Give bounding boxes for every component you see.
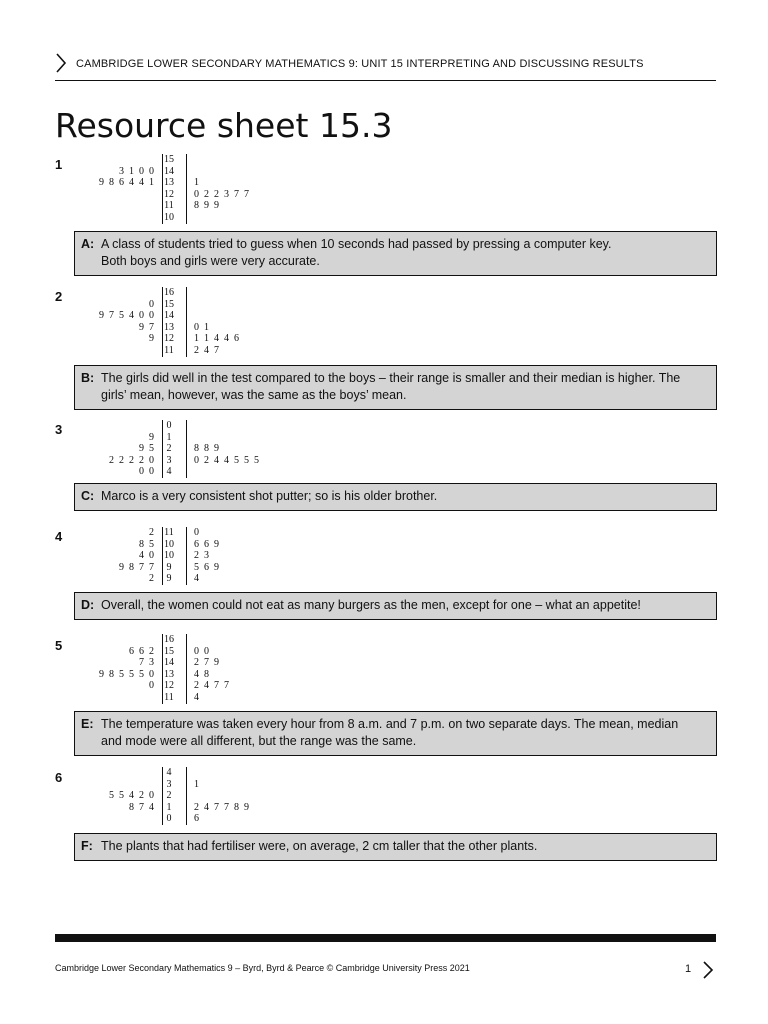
statement-label: C: — [81, 489, 95, 503]
plot-row — [76, 420, 296, 432]
header-divider — [55, 80, 716, 81]
stem-value: 11 — [164, 200, 174, 212]
statement-card — [74, 231, 717, 276]
left-leaves: 9 8 6 4 4 1 — [99, 177, 154, 189]
stem-value: 12 — [164, 333, 174, 345]
stem-value: 13 — [164, 321, 174, 333]
footer-copyright: Cambridge Lower Secondary Mathematics 9 – Byrd, Byrd & Pearce © Cambridge University Press 2021 — [55, 963, 470, 973]
plot-row — [76, 200, 296, 212]
right-leaves: 2 4 7 7 — [194, 680, 229, 692]
right-leaves: 2 7 9 — [194, 657, 219, 669]
back-to-back-stem-leaf-plot — [76, 527, 296, 585]
item-number: 2 — [55, 289, 63, 304]
chevron-right-icon[interactable] — [702, 960, 714, 980]
left-leaves: 2 2 2 2 0 — [109, 454, 154, 466]
left-leaves: 8 7 4 — [129, 801, 154, 813]
plot-row — [76, 177, 296, 189]
statement-label: A: — [81, 237, 95, 251]
stem-value: 16 — [164, 634, 174, 645]
statement-line: Overall, the women could not eat as many burgers as the men, except for one – what an appetite! — [101, 598, 641, 612]
stem-value: 15 — [164, 645, 174, 657]
plot-row — [76, 634, 296, 646]
right-leaves: 4 — [194, 691, 199, 703]
left-leaves: 6 6 2 — [129, 645, 154, 657]
back-to-back-stem-leaf-plot — [76, 767, 296, 825]
plot-row — [76, 767, 296, 779]
running-header: CAMBRIDGE LOWER SECONDARY MATHEMATICS 9: UNIT 15 INTERPRETING AND DISCUSSING RESULTS — [76, 58, 644, 70]
left-leaves: 9 8 7 7 — [119, 561, 154, 573]
stem-value: 0 — [166, 420, 172, 431]
item-number: 4 — [55, 529, 63, 544]
plot-row — [76, 669, 296, 681]
stem-value: 13 — [164, 668, 174, 680]
plot-row — [76, 790, 296, 802]
back-to-back-stem-leaf-plot — [76, 420, 296, 478]
statement-card — [74, 833, 717, 861]
left-leaves: 9 8 5 5 5 0 — [99, 668, 154, 680]
stem-value: 4 — [166, 466, 172, 478]
plot-row — [76, 212, 296, 224]
right-leaves: 6 6 9 — [194, 538, 219, 550]
plot-row — [76, 657, 296, 669]
plot-row — [76, 562, 296, 574]
left-leaves: 0 0 — [139, 466, 154, 478]
stem-value: 11 — [164, 527, 174, 538]
page-number: 1 — [685, 963, 692, 975]
plot-row — [76, 333, 296, 345]
plot-row — [76, 189, 296, 201]
left-leaves: 9 — [149, 333, 154, 345]
plot-row — [76, 322, 296, 334]
left-leaves: 2 — [149, 573, 154, 585]
stem-value: 12 — [164, 188, 174, 200]
right-leaves: 0 1 — [194, 321, 209, 333]
plot-row — [76, 550, 296, 562]
statement-label: B: — [81, 371, 95, 385]
plot-row — [76, 692, 296, 704]
plot-row — [76, 573, 296, 585]
right-leaves: 8 8 9 — [194, 443, 219, 455]
right-leaves: 5 6 9 — [194, 561, 219, 573]
statement-card — [74, 711, 717, 756]
left-leaves: 9 7 5 4 0 0 — [99, 310, 154, 322]
back-to-back-stem-leaf-plot — [76, 634, 296, 704]
stem-value: 12 — [164, 680, 174, 692]
left-leaves: 9 — [149, 431, 154, 443]
page-title: Resource sheet 15.3 — [55, 106, 393, 145]
plot-row — [76, 646, 296, 658]
plot-row — [76, 779, 296, 791]
statement-label: F: — [81, 839, 93, 853]
plot-row — [76, 345, 296, 357]
statement-line: Both boys and girls were very accurate. — [101, 254, 320, 268]
plot-row — [76, 527, 296, 539]
right-leaves: 4 — [194, 573, 199, 585]
left-leaves: 9 7 — [139, 321, 154, 333]
stem-value: 14 — [164, 165, 174, 177]
stem-value: 10 — [164, 538, 174, 550]
right-leaves: 1 — [194, 177, 199, 189]
right-leaves: 0 — [194, 527, 199, 538]
stem-value: 13 — [164, 177, 174, 189]
statement-line: girls’ mean, however, was the same as the boys’ mean. — [101, 388, 407, 402]
plot-row — [76, 802, 296, 814]
plot-row — [76, 166, 296, 178]
stem-value: 10 — [164, 211, 174, 223]
stem-value: 11 — [164, 691, 174, 703]
item-number: 3 — [55, 422, 63, 437]
stem-value: 11 — [164, 344, 174, 356]
left-leaves: 0 — [149, 680, 154, 692]
plot-row — [76, 432, 296, 444]
stem-value: 15 — [164, 298, 174, 310]
statement-line: and mode were all different, but the range was the same. — [101, 734, 417, 748]
stem-value: 0 — [166, 813, 172, 825]
left-leaves: 8 5 — [139, 538, 154, 550]
statement-card — [74, 592, 717, 620]
statement-line: The plants that had fertiliser were, on average, 2 cm taller that the other plants. — [101, 839, 538, 853]
stem-value: 14 — [164, 310, 174, 322]
stem-value: 1 — [166, 431, 172, 443]
item-number: 1 — [55, 157, 63, 172]
left-leaves: 2 — [149, 527, 154, 538]
right-leaves: 0 2 4 4 5 5 5 — [194, 454, 259, 466]
right-leaves: 1 — [194, 778, 199, 790]
left-leaves: 0 — [149, 298, 154, 310]
stem-value: 9 — [166, 573, 172, 585]
right-leaves: 2 3 — [194, 550, 209, 562]
stem-value: 1 — [166, 801, 172, 813]
back-to-back-stem-leaf-plot — [76, 287, 296, 357]
statement-card — [74, 365, 717, 410]
right-leaves: 4 8 — [194, 668, 209, 680]
plot-row — [76, 299, 296, 311]
right-leaves: 2 4 7 7 8 9 — [194, 801, 249, 813]
statement-label: E: — [81, 717, 94, 731]
right-leaves: 2 4 7 — [194, 344, 219, 356]
statement-line: The girls did well in the test compared to the boys – their range is smaller and their median is higher. The — [101, 371, 681, 385]
item-number: 5 — [55, 638, 63, 653]
right-leaves: 6 — [194, 813, 199, 825]
statement-label: D: — [81, 598, 95, 612]
left-leaves: 7 3 — [139, 657, 154, 669]
right-leaves: 1 1 4 4 6 — [194, 333, 239, 345]
item-number: 6 — [55, 770, 63, 785]
stem-value: 10 — [164, 550, 174, 562]
statement-line: The temperature was taken every hour from 8 a.m. and 7 p.m. on two separate days. The mean, median — [101, 717, 679, 731]
plot-row — [76, 466, 296, 478]
right-leaves: 0 2 2 3 7 7 — [194, 188, 249, 200]
stem-value: 4 — [166, 767, 172, 778]
plot-row — [76, 287, 296, 299]
stem-value: 2 — [166, 790, 172, 802]
left-leaves: 3 1 0 0 — [119, 165, 154, 177]
left-leaves: 5 5 4 2 0 — [109, 790, 154, 802]
stem-value: 14 — [164, 657, 174, 669]
plot-row — [76, 455, 296, 467]
statement-card — [74, 483, 717, 511]
stem-value: 16 — [164, 287, 174, 298]
stem-value: 3 — [166, 454, 172, 466]
plot-row — [76, 310, 296, 322]
stem-value: 2 — [166, 443, 172, 455]
plot-row — [76, 813, 296, 825]
left-leaves: 9 5 — [139, 443, 154, 455]
stem-value: 9 — [166, 561, 172, 573]
footer-bar — [55, 934, 716, 942]
stem-value: 3 — [166, 778, 172, 790]
chevron-right-icon — [54, 52, 68, 74]
plot-row — [76, 154, 296, 166]
right-leaves: 0 0 — [194, 645, 209, 657]
statement-line: Marco is a very consistent shot putter; so is his older brother. — [101, 489, 438, 503]
stem-value: 15 — [164, 154, 174, 165]
left-leaves: 4 0 — [139, 550, 154, 562]
plot-row — [76, 680, 296, 692]
right-leaves: 8 9 9 — [194, 200, 219, 212]
back-to-back-stem-leaf-plot — [76, 154, 296, 224]
plot-row — [76, 539, 296, 551]
plot-row — [76, 443, 296, 455]
statement-line: A class of students tried to guess when 10 seconds had passed by pressing a computer key. — [101, 237, 612, 251]
